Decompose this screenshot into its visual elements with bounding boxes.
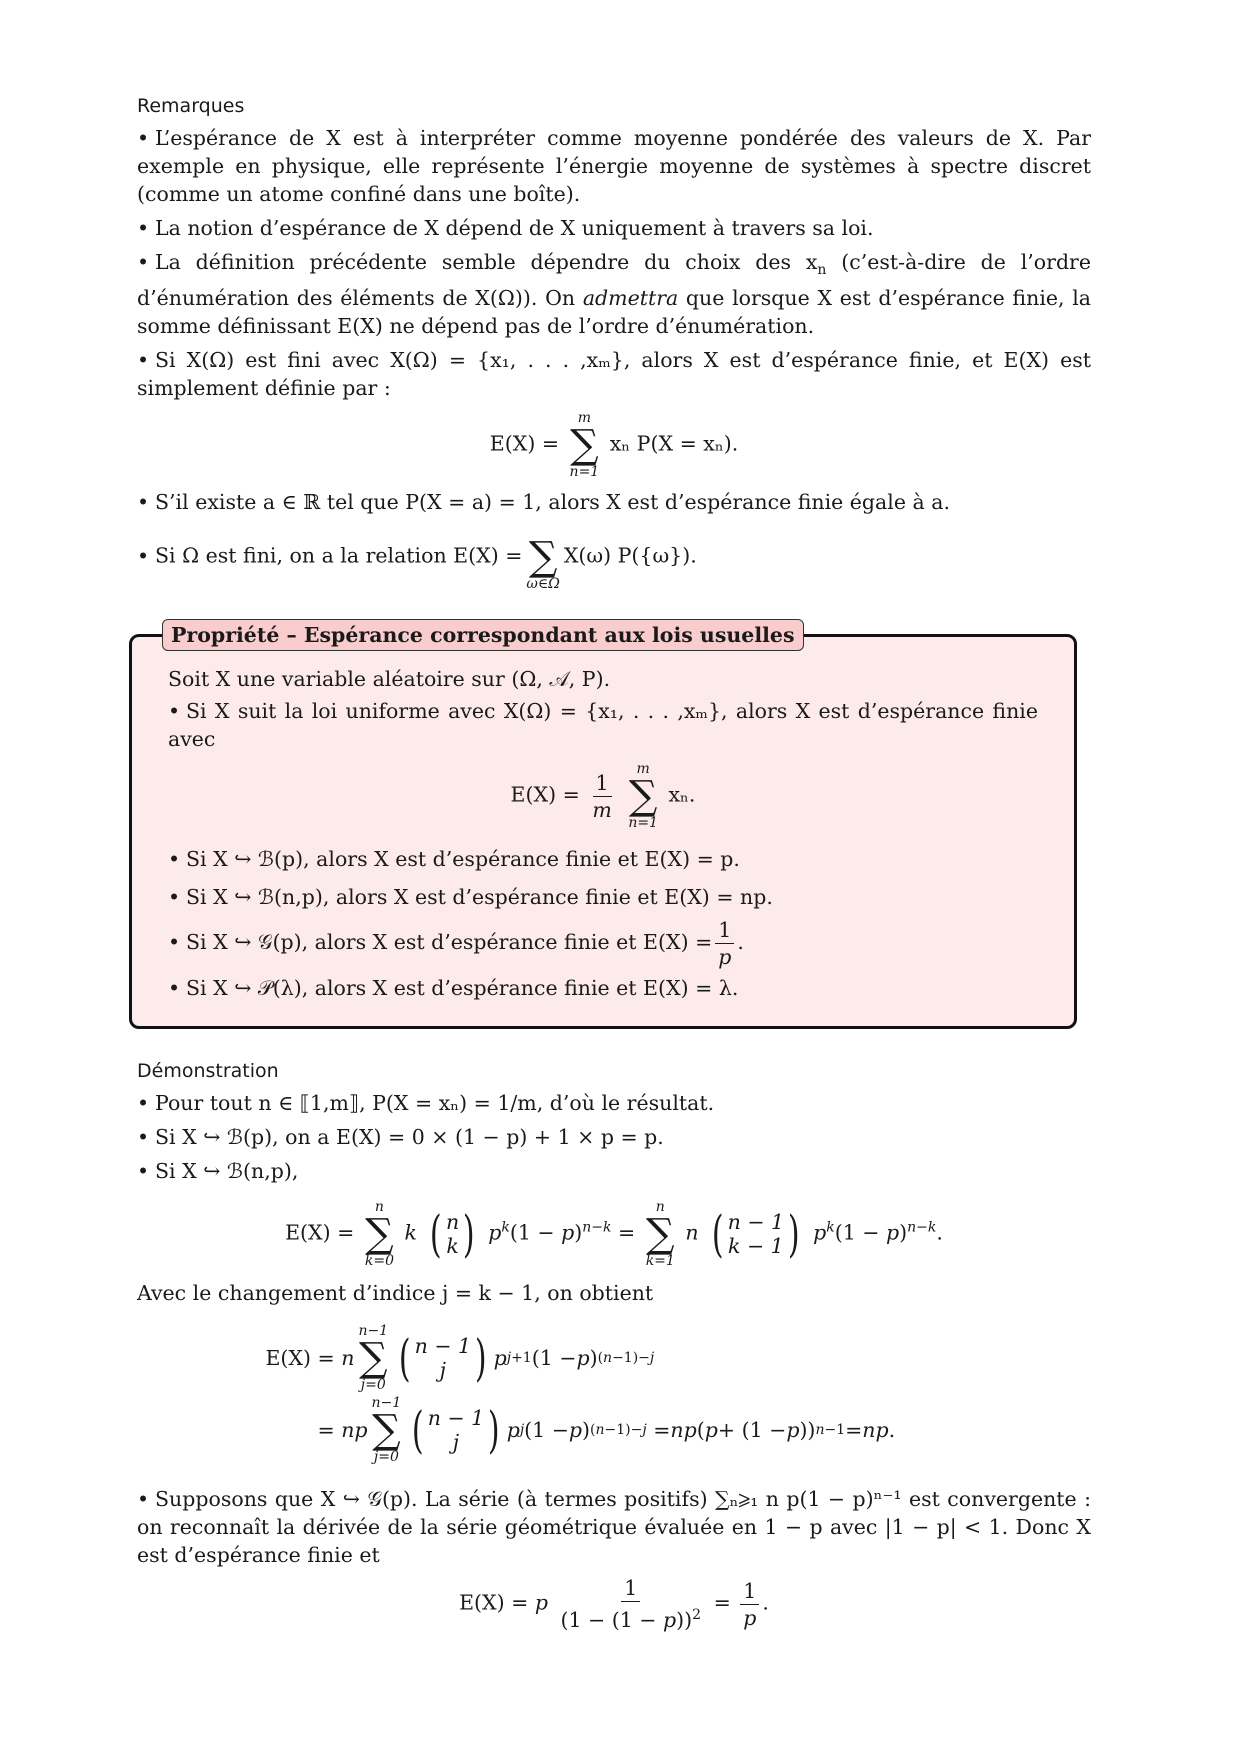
remark-6: • Si Ω est fini, on a la relation E(X) = ∑ ω∈Ω X(ω) P({ω}). [137, 522, 1091, 592]
remark-3: • La définition précédente semble dépendre du choix des $x_n$ (c’est-à-dire de l’ordre d’énumération des éléments de X(Ω)). On admettra que lorsque X est d’espérance finie, la somme définissant E(X) ne dépend pas de l’ordre d’énumération. [137, 250, 1091, 339]
formula-binomial-2: E(X) = n n−1 ∑ j=0 ( n − 1 j ) p j+1 (1 − p ) (n−1)−j = np n−1 ∑ j=0 ( n − 1 j ) p j (1 − p ) (n−1)−j = np ( p + (1 − p )) n−1 = np . [265, 1323, 896, 1466]
demonstration-heading: Démonstration [137, 1060, 279, 1083]
fraction-1-over-m: $\frac{1}{m}$ [592, 770, 612, 822]
property-intro: Soit X une variable aléatoire sur (Ω, 𝒜, P). [168, 667, 611, 692]
formula-finite-expectation: E(X) = m ∑ n=1 xₙ P(X = xₙ). [489, 410, 739, 481]
formula-geometric: E(X) = p $\frac{1}{(1 - (1 - p))^2}$ = $\frac{1}{p}$ . [459, 1576, 769, 1632]
demo-4: • Supposons que X ↪ 𝒢(p). La série (à termes positifs) ∑ₙ⩾₁ n p(1 − p)ⁿ⁻¹ est convergente : on reconnaît la dérivée de la série géométrique évaluée en 1 − p avec |1 − p| < 1. Donc X est d’espérance finie et [137, 1487, 1091, 1568]
property-title: Propriété – Espérance correspondant aux lois usuelles [162, 619, 804, 651]
document-body [137, 92, 1091, 1641]
remark-2: • La notion d’espérance de X dépend de X uniquement à travers sa loi. [137, 216, 874, 240]
property-uniform: • Si X suit la loi uniforme avec X(Ω) = {x₁, . . . ,xₘ}, alors X est d’espérance finie avec [168, 699, 1038, 752]
change-index: Avec le changement d’indice j = k − 1, on obtient [137, 1281, 654, 1306]
demo-2: • Si X ↪ ℬ(p), on a E(X) = 0 × (1 − p) + 1 × p = p. [137, 1125, 664, 1150]
fraction-1-over-p: $\frac{1}{p}$ [715, 917, 734, 970]
remark-4: • Si X(Ω) est fini avec X(Ω) = {x₁, . . . ,xₘ}, alors X est d’espérance finie, et E(X) est simplement définie par : [137, 348, 1091, 401]
demo-1: • Pour tout n ∈ ⟦1,m⟧, P(X = xₙ) = 1/m, d’où le résultat. [137, 1091, 715, 1116]
formula-binomial-1: E(X) = n ∑ k=0 k ( n k ) $p^k(1 - p)^{n-k}$ = n ∑ k=1 n ( n − 1 k − 1 ) $p^k(1 - p)^{n-k}$. [285, 1199, 943, 1270]
property-bernoulli: • Si X ↪ ℬ(p), alors X est d’espérance finie et E(X) = p. [168, 847, 740, 872]
remark-5: • S’il existe a ∈ ℝ tel que P(X = a) = 1, alors X est d’espérance finie égale à a. [137, 490, 950, 515]
property-poisson: • Si X ↪ 𝒫(λ), alors X est d’espérance finie et E(X) = λ. [168, 976, 739, 1001]
demo-3: • Si X ↪ ℬ(n,p), [137, 1159, 299, 1184]
sum-operator: m ∑ n=1 [569, 410, 600, 481]
property-box [129, 623, 1077, 1029]
property-geometric: • Si X ↪ 𝒢(p), alors X est d’espérance finie et E(X) = $\frac{1}{p}$ . [168, 918, 744, 970]
sum-operator: ∑ ω∈Ω [526, 534, 560, 593]
sum-operator: m ∑ n=1 [628, 761, 658, 832]
remarques-heading: Remarques [137, 95, 245, 117]
formula-uniform: E(X) = $\frac{1}{m}$ m ∑ n=1 xₙ. [510, 761, 696, 832]
remark-1: • L’espérance de X est à interpréter comme moyenne pondérée des valeurs de X. Par exemple en physique, elle représente l’énergie moyenne de systèmes à spectre discret (comme un atome confiné dans une boîte). [137, 126, 1091, 206]
property-binomial: • Si X ↪ ℬ(n,p), alors X est d’espérance finie et E(X) = np. [168, 885, 773, 910]
